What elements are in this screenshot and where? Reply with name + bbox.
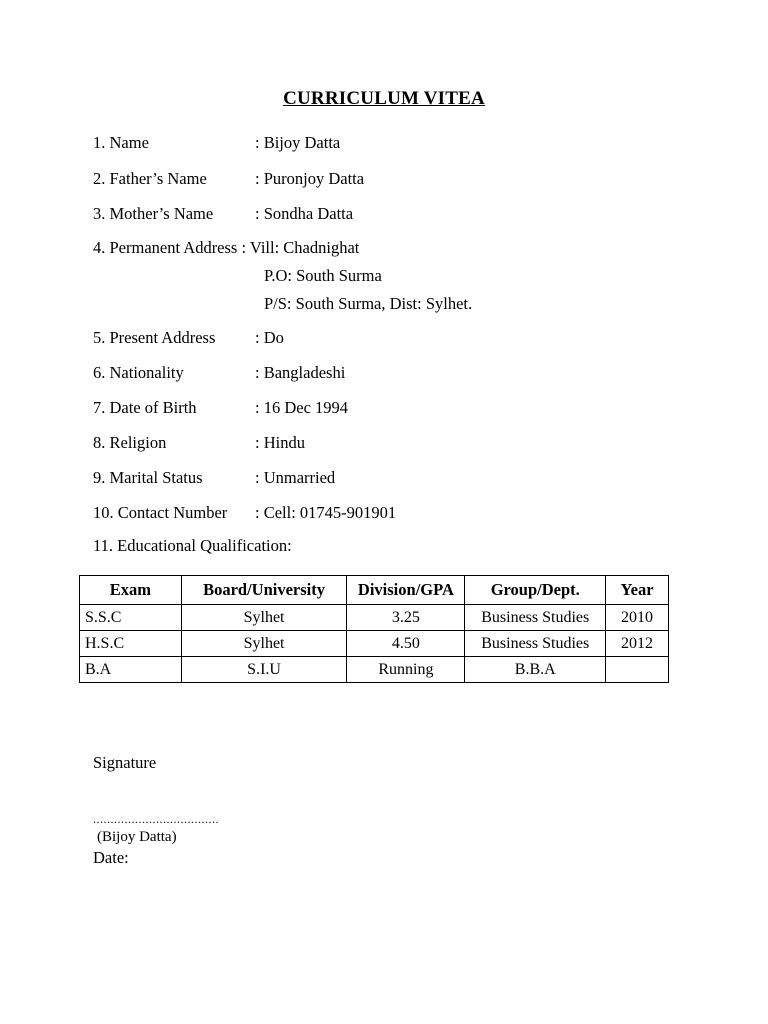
table-cell: Running [347, 657, 465, 683]
field-date-of-birth [93, 398, 348, 418]
field-value: : Do [255, 328, 284, 347]
column-header-board: Board/University [181, 576, 347, 605]
field-label: 4. Permanent Address [93, 238, 238, 257]
field-name [93, 133, 340, 153]
table-cell: 2010 [606, 605, 669, 631]
field-label: 1. Name [93, 133, 149, 152]
table-row [80, 657, 669, 683]
table-cell: B.B.A [465, 657, 606, 683]
table-cell: H.S.C [80, 631, 182, 657]
field-label: 9. Marital Status [93, 468, 203, 487]
column-header-exam: Exam [80, 576, 182, 605]
column-header-year: Year [606, 576, 669, 605]
field-nationality [93, 363, 345, 383]
field-value: : 16 Dec 1994 [255, 398, 349, 417]
table-cell: S.I.U [181, 657, 347, 683]
field-religion [93, 433, 305, 453]
table-cell: Sylhet [181, 605, 347, 631]
field-label: 8. Religion [93, 433, 167, 452]
field-value: : Bijoy Datta [255, 133, 341, 152]
field-value: : Unmarried [255, 468, 336, 487]
document-title: CURRICULUM VITEA [283, 88, 485, 109]
field-label: 5. Present Address [93, 328, 216, 347]
table-row [80, 631, 669, 657]
address-line-ps: P/S: South Surma, Dist: Sylhet. [264, 294, 473, 313]
table-cell: Sylhet [181, 631, 347, 657]
field-contact-number [93, 503, 396, 523]
field-value: : Hindu [255, 433, 305, 452]
table-cell: Business Studies [465, 631, 606, 657]
field-value: : Cell: 01745-901901 [255, 503, 397, 522]
signature-name: (Bijoy Datta) [97, 829, 177, 845]
table-cell: 2012 [606, 631, 669, 657]
table-cell [606, 657, 669, 683]
address-line-po: P.O: South Surma [264, 266, 382, 285]
field-label: 10. Contact Number [93, 503, 228, 522]
field-permanent-address [93, 238, 359, 258]
signature-label: Signature [93, 753, 157, 772]
table-header-row [80, 576, 669, 605]
education-table [79, 575, 669, 683]
signature-line: .................................... [93, 812, 219, 826]
education-heading: 11. Educational Qualification: [93, 536, 292, 555]
table-row [80, 605, 669, 631]
field-fathers-name [93, 169, 364, 189]
table-cell: Business Studies [465, 605, 606, 631]
field-label: 7. Date of Birth [93, 398, 197, 417]
field-label: 6. Nationality [93, 363, 184, 382]
field-label: 3. Mother’s Name [93, 204, 214, 223]
column-header-group: Group/Dept. [465, 576, 606, 605]
table-cell: 4.50 [347, 631, 465, 657]
field-present-address [93, 328, 284, 348]
field-value: : Puronjoy Datta [255, 169, 365, 188]
table-cell: S.S.C [80, 605, 182, 631]
column-header-division: Division/GPA [347, 576, 465, 605]
table-cell: 3.25 [347, 605, 465, 631]
field-mothers-name [93, 204, 353, 224]
field-label: 2. Father’s Name [93, 169, 207, 188]
field-marital-status [93, 468, 335, 488]
signature-date-label: Date: [93, 848, 129, 867]
field-value: : Sondha Datta [255, 204, 354, 223]
table-cell: B.A [80, 657, 182, 683]
field-value: : Vill: Chadnighat [237, 238, 360, 257]
field-value: : Bangladeshi [255, 363, 346, 382]
